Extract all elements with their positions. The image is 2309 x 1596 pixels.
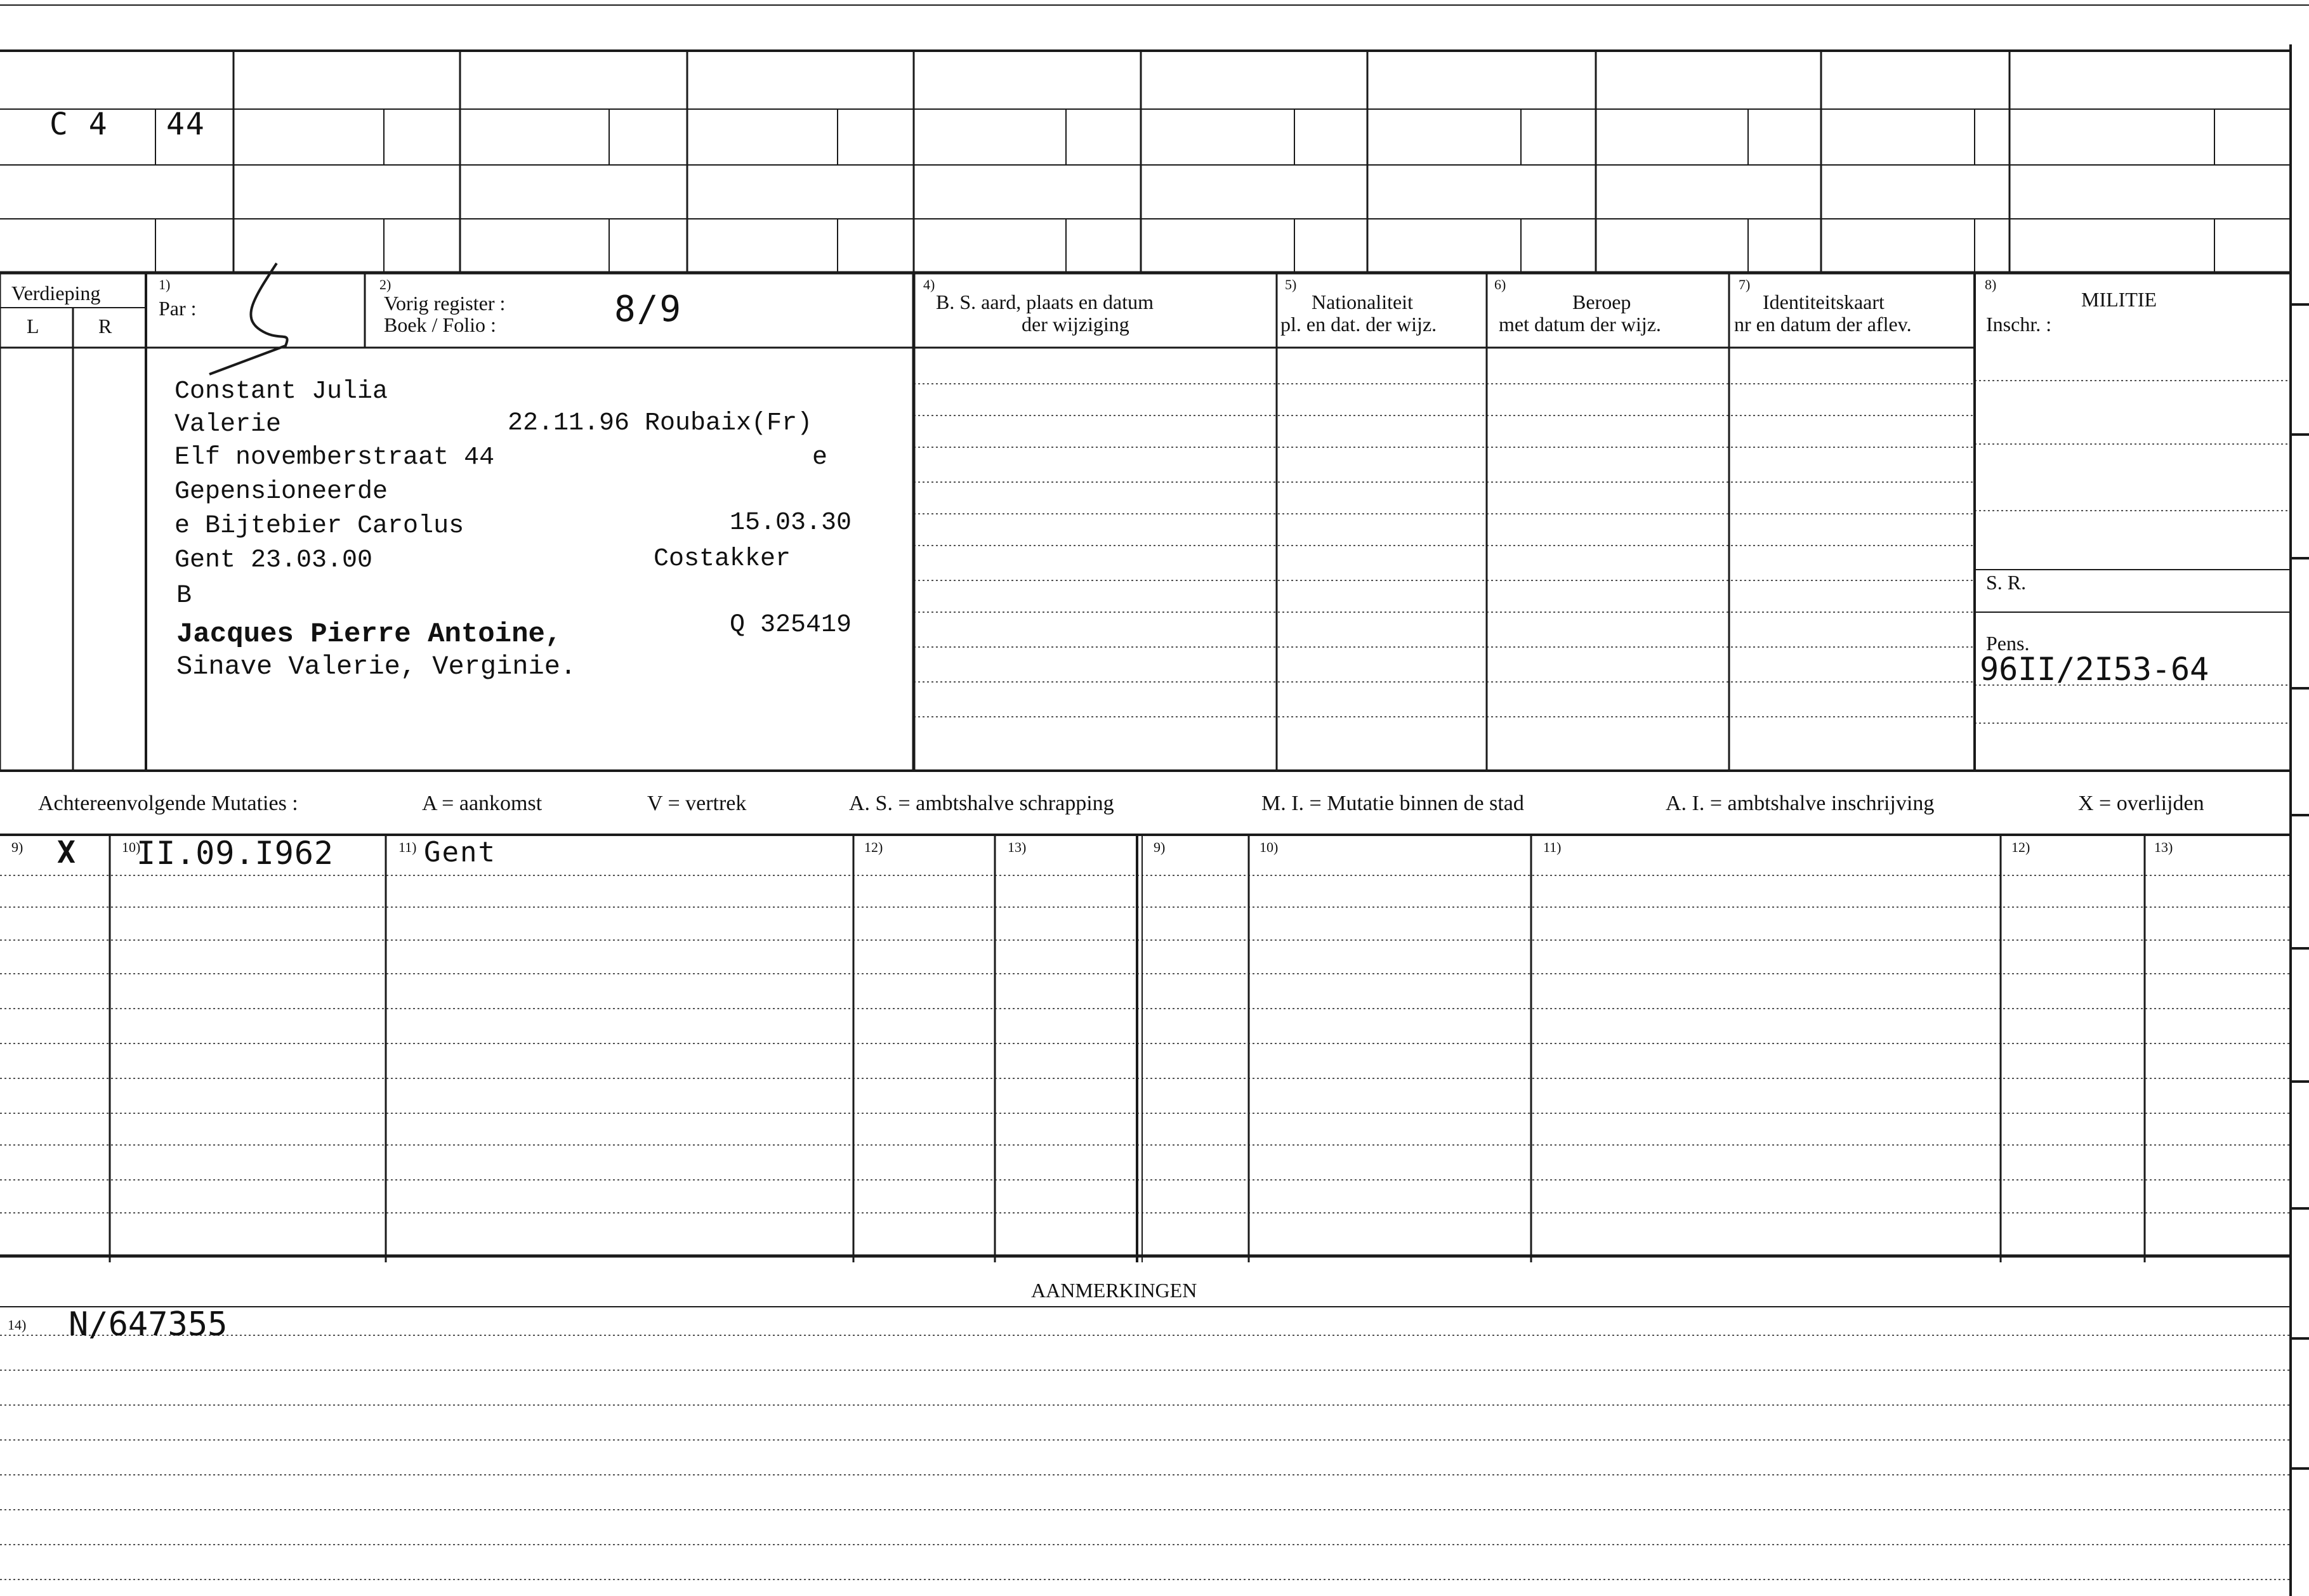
mut-left-h13: 13) bbox=[1008, 839, 1027, 855]
par-label: Par : bbox=[159, 297, 197, 320]
mut-right-h13: 13) bbox=[2154, 839, 2173, 855]
dotted-ruling-remarks bbox=[0, 1335, 2291, 1580]
reference-code: C 4 bbox=[49, 107, 109, 142]
col4-line1: B. S. aard, plaats en datum bbox=[936, 291, 1154, 313]
marriage-place: Costakker bbox=[654, 545, 791, 573]
col6-number: 6) bbox=[1494, 277, 1506, 292]
col5-line1: Nationaliteit bbox=[1312, 291, 1413, 313]
col8-number: 8) bbox=[1985, 277, 1997, 292]
spouse-date: 15.03.30 bbox=[730, 509, 852, 537]
parents-line1: Jacques Pierre Antoine, bbox=[176, 618, 562, 650]
marriage: Gent 23.03.00 bbox=[174, 546, 373, 575]
mut-left-h12: 12) bbox=[864, 839, 883, 855]
legend-ai: A. I. = ambtshalve inschrijving bbox=[1666, 792, 1935, 815]
col7-number: 7) bbox=[1739, 277, 1751, 292]
occupation: Gepensioneerde bbox=[174, 478, 388, 506]
mutation-place: Gent bbox=[424, 836, 496, 868]
mark-e1: e bbox=[812, 443, 828, 472]
handwritten-mark bbox=[209, 263, 287, 374]
legend-a: A = aankomst bbox=[422, 792, 543, 815]
col2-number: 2) bbox=[379, 277, 391, 292]
boek-folio-label: Boek / Folio : bbox=[384, 313, 496, 336]
verdieping-left: L bbox=[27, 315, 39, 337]
nationality: B bbox=[176, 582, 192, 610]
remarks-title: AANMERKINGEN bbox=[1031, 1279, 1197, 1302]
mutation-type: X bbox=[57, 835, 77, 870]
mut-left-h10: 10) bbox=[122, 839, 141, 855]
militie-title: MILITIE bbox=[2081, 288, 2157, 311]
mut-right-h12: 12) bbox=[2011, 839, 2030, 855]
col1-number: 1) bbox=[159, 277, 171, 292]
name-line2: Valerie bbox=[174, 410, 282, 439]
spouse: e Bijtebier Carolus bbox=[174, 512, 464, 540]
legend-as: A. S. = ambtshalve schrapping bbox=[849, 792, 1114, 815]
reference-number: 44 bbox=[166, 107, 206, 142]
verdieping-right: R bbox=[98, 315, 112, 337]
col7-line1: Identiteitskaart bbox=[1763, 291, 1885, 313]
col5-number: 5) bbox=[1285, 277, 1297, 292]
card-ruling bbox=[0, 5, 2309, 1596]
pens-label: Pens. bbox=[1986, 632, 2030, 655]
parents-line2: Sinave Valerie, Verginie. bbox=[176, 651, 577, 682]
birth-date-place: 22.11.96 Roubaix(Fr) bbox=[508, 409, 813, 438]
mut-left-h11: 11) bbox=[398, 839, 417, 855]
mut-right-h11: 11) bbox=[1543, 839, 1562, 855]
remarks-number: 14) bbox=[8, 1317, 27, 1333]
pens-value: 96II/2I53-64 bbox=[1980, 651, 2209, 688]
legend-v: V = vertrek bbox=[647, 792, 747, 815]
col4-number: 4) bbox=[923, 277, 935, 292]
identity-card: Q 325419 bbox=[730, 611, 852, 639]
legend-title: Achtereenvolgende Mutaties : bbox=[38, 792, 298, 815]
mut-right-h10: 10) bbox=[1260, 839, 1279, 855]
address: Elf novemberstraat 44 bbox=[174, 443, 495, 472]
col5-line2: pl. en dat. der wijz. bbox=[1280, 313, 1437, 336]
verdieping-title: Verdieping bbox=[11, 282, 101, 304]
dotted-ruling-mutations bbox=[0, 875, 2291, 1213]
mutation-date: II.09.I962 bbox=[136, 835, 334, 872]
vorig-register-label: Vorig register : bbox=[384, 292, 506, 315]
legend-x: X = overlijden bbox=[2078, 792, 2204, 815]
mut-right-h9: 9) bbox=[1154, 839, 1166, 855]
col6-line1: Beroep bbox=[1572, 291, 1631, 313]
name-line1: Constant Julia bbox=[174, 377, 388, 406]
boek-folio-value: 8/9 bbox=[614, 289, 683, 330]
inschr-label: Inschr. : bbox=[1986, 313, 2052, 336]
mut-left-h9: 9) bbox=[11, 839, 23, 855]
sr-label: S. R. bbox=[1986, 571, 2027, 594]
col7-line2: nr en datum der aflev. bbox=[1734, 313, 1912, 336]
col6-line2: met datum der wijz. bbox=[1499, 313, 1661, 336]
remarks-value: N/647355 bbox=[69, 1305, 228, 1344]
legend-mi: M. I. = Mutatie binnen de stad bbox=[1261, 792, 1524, 815]
col4-line2: der wijziging bbox=[1022, 313, 1129, 336]
